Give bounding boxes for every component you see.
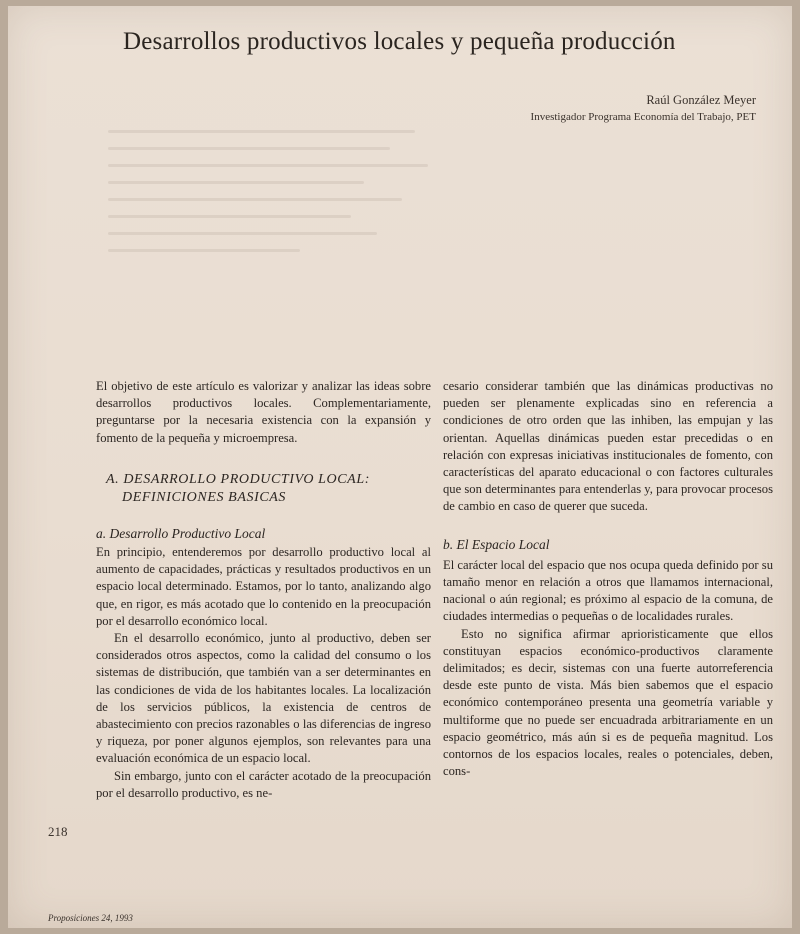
left-column [96, 378, 431, 802]
right-column [443, 378, 773, 780]
body-paragraph: En principio, entenderemos por desarrollo productivo local al aumento de capacidades, prácticas y resultados productivos en un espacio local determinado. Estamos, por lo tanto, analizando algo que, en rigor, es más acotado que lo contenido en la preocupación por el desarrollo económico local. [96, 545, 431, 628]
body-paragraph: Esto no significa afirmar aprioristicamente que ellos constituyan espacios económico-productivos claramente delimitados; es decir, sistemas con una fuerte autorreferencia desde este punto de vista. Más bien sabemos que el espacio económico contemporáneo presenta una geometría variable y multiforme que no puede ser encuadrada arbitrariamente en un espacio geométrico, más aún si es de pequeña magnitud. Los contornos de los espacios locales, reales o potenciales, deben, cons- [443, 626, 773, 779]
article-title: Desarrollos productivos locales y pequeña producción [123, 28, 676, 55]
intro-paragraph: El objetivo de este artículo es valorizar y analizar las ideas sobre desarrollos productivos locales. Complementariamente, preguntarse por la necesaria existencia con la expansión y fomento de la pequeña y microempresa. [96, 379, 431, 445]
body-paragraph: cesario considerar también que las dinámicas productivas no pueden ser plenamente explicadas sino en referencia a condiciones de otro orden que las inhiben, las empujan y las orientan. Aquellas dinámicas pueden estar precedidas o en relación con expresas iniciativas institucionales de fomento, con características del aparato educacional o con factores culturales que son determinantes para entenderlas y, para provocar procesos de cambio en caso de querer que suceda. [443, 379, 773, 514]
body-paragraph: Sin embargo, junto con el carácter acotado de la preocupación por el desarrollo productivo, es ne- [96, 768, 431, 800]
author-affiliation: Investigador Programa Economía del Trabajo, PET [530, 111, 756, 123]
page-number: 218 [48, 824, 68, 839]
bleed-through-text [108, 116, 748, 346]
section-heading-line2: DEFINICIONES BASICAS [122, 489, 287, 505]
section-heading-a [106, 471, 431, 507]
document-page [8, 6, 792, 928]
body-paragraph: El carácter local del espacio que nos ocupa queda definido por su tamaño menor en relación a otros que llamamos internacional, nacional o aún regional; es próximo al espacio de la comuna, de ciudades intermedias o pequeñas o de localidades rurales. [443, 557, 773, 624]
body-paragraph: En el desarrollo económico, junto al productivo, deben ser considerados otros aspectos, como la calidad del consumo o los sistemas de distribución, que también van a ser determinantes en las condiciones de vida de los habitantes locales. La localización de los servicios públicos, la existencia de centros de abastecimiento con precios razonables o las diferencias de ingreso y riqueza, por poner algunos ejemplos, son relevantes para una evaluación económica de un espacio local. [96, 631, 431, 766]
subsection-heading-a: a. Desarrollo Productivo Local [96, 525, 266, 541]
subsection-heading-b: b. El Espacio Local [443, 536, 550, 552]
author-name: Raúl González Meyer [646, 93, 756, 107]
page-footer: Proposiciones 24, 1993 [48, 913, 133, 923]
section-heading-line1: A. DESARROLLO PRODUCTIVO LOCAL: [106, 471, 370, 487]
